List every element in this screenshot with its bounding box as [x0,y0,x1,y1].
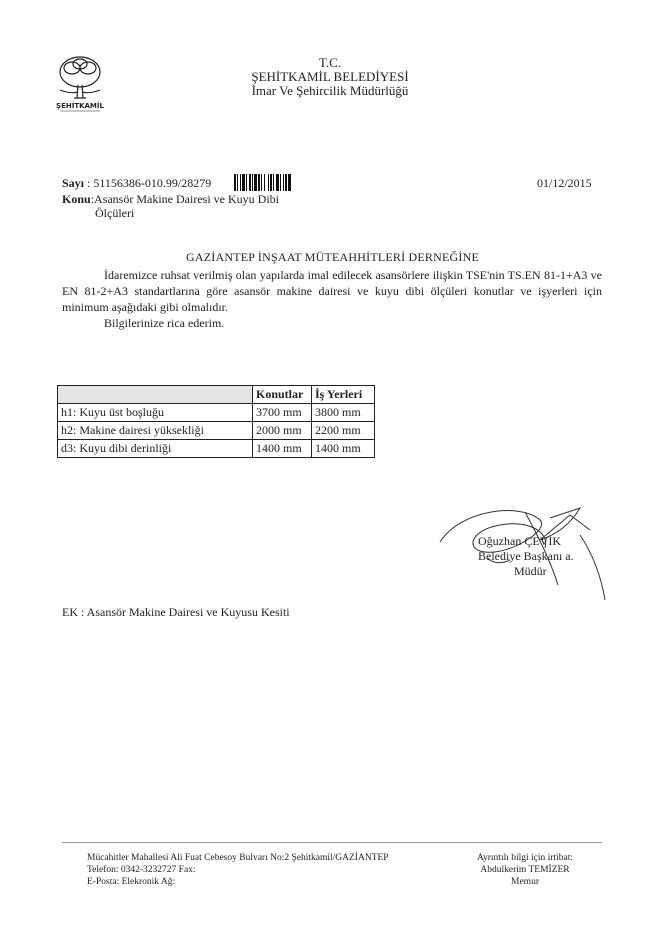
letter-body [62,267,602,331]
table-cell: 3800 mm [312,404,375,422]
liaison-name: Abdulkerim TEMİZER [480,865,570,875]
reference-value: : 51156386-010.99/28279 [87,176,212,190]
barcode-icon [234,174,306,191]
letterhead [205,56,455,98]
footer-contact [87,852,389,888]
dimensions-table [57,385,375,458]
table-cell: 2200 mm [312,422,375,440]
table-header-residential: Konutlar [253,386,312,404]
subject [62,192,279,207]
subject-value-continued: Ölçüleri [95,206,135,220]
signatory-title: Belediye Başkanı a. [478,549,574,563]
table-cell: h2: Makine dairesi yüksekliği [58,422,253,440]
table-row [58,440,375,458]
closing-paragraph: Bilgilerinize rica ederim. [104,316,225,330]
footer-liaison [470,852,580,888]
signatory-name: Oğuzhan ÇEVİK [478,534,561,548]
footer-address: Mücahitler Mahallesi Ali Fuat Cebesoy Bulvarı No:2 Şehitkamil/GAZİANTEP [87,853,389,863]
signatory-role: Müdür [514,564,547,578]
table-cell: d3: Kuyu dibi derinliği [58,440,253,458]
subject-value: :Asansör Makine Dairesi ve Kuyu Dibi [90,192,279,206]
table-header-empty [58,386,253,404]
table-cell: 1400 mm [253,440,312,458]
letterhead-municipality: ŞEHİTKAMİL BELEDİYESİ [251,69,409,84]
liaison-title: Ayrıntılı bilgi için irtibat: [477,853,573,863]
table-cell: 1400 mm [312,440,375,458]
footer-email: E-Posta: Elekronik Ağ: [87,877,176,887]
attachment-note: EK : Asansör Makine Dairesi ve Kuyusu Kesiti [62,605,290,619]
document-date: 01/12/2015 [537,176,592,190]
municipality-logo [50,52,110,114]
recipient: GAZİANTEP İNŞAAT MÜTEAHHİTLERİ DERNEĞİNE [186,250,479,264]
reference-number [62,176,211,191]
body-paragraph: İdaremizce ruhsat verilmiş olan yapılarda imal edilecek asansörlere ilişkin TSE'nin TS.EN 81-1+A3 ve EN 81-2+A3 standartlarına göre asansör makine dairesi ve kuyu dibi ölçüleri konutlar ve işyerleri için minimum aşağıdaki gibi olmalıdır. [62,268,602,314]
reference-label: Sayı [62,176,85,190]
table-row [58,422,375,440]
footer-phone: Telefon: 0342-3232727 Fax: [87,865,196,875]
letterhead-department: İmar Ve Şehircilik Müdürlüğü [251,83,409,98]
liaison-role: Memur [511,877,539,887]
table-cell: 3700 mm [253,404,312,422]
letterhead-line-tc: T.C. [318,55,342,70]
table-header-row [58,386,375,404]
signatory-block [478,534,574,579]
subject-label: Konu [62,192,91,206]
table-row [58,404,375,422]
table-cell: 2000 mm [253,422,312,440]
table-header-workplaces: İş Yerleri [312,386,375,404]
footer-divider [62,842,602,843]
svg-text:ŞEHİTKAMİL: ŞEHİTKAMİL [56,102,104,110]
table-cell: h1: Kuyu üst boşluğu [58,404,253,422]
